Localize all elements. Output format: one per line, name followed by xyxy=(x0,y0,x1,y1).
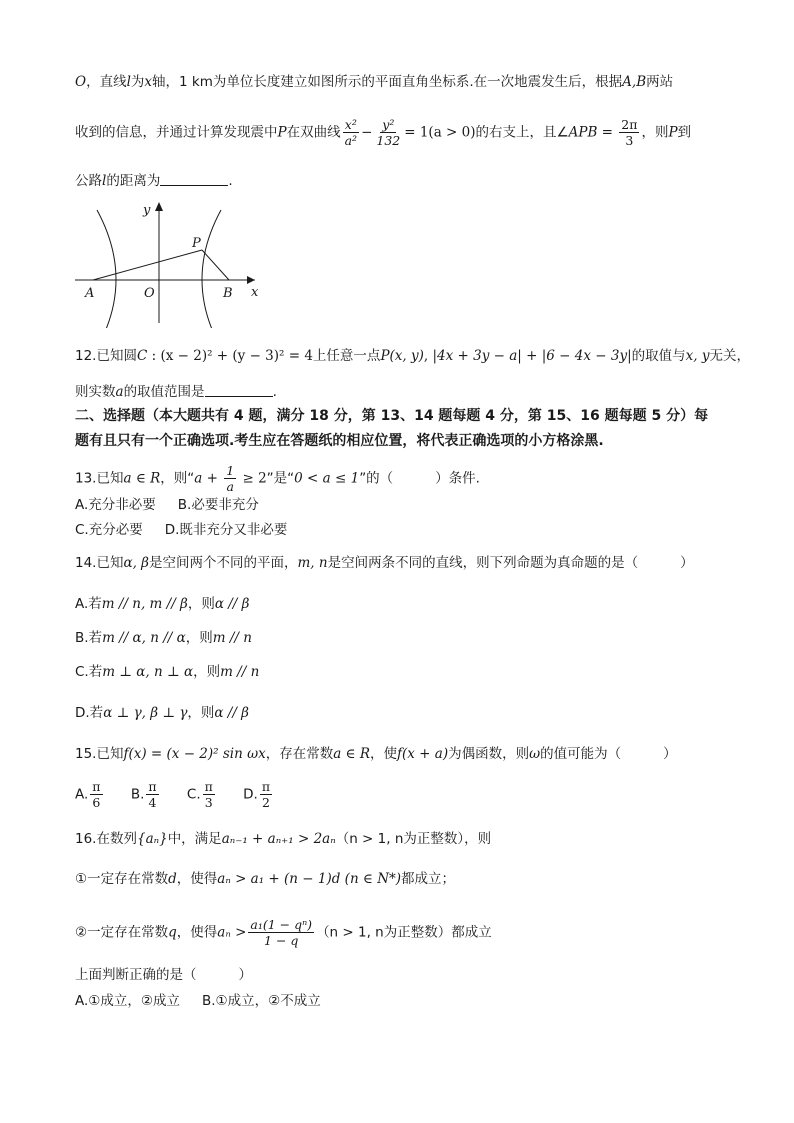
q16-s2-cond: （n > 1, n为正整数） xyxy=(316,924,452,941)
q16-text-a: 在数列 xyxy=(96,831,137,847)
q16-s1-pre: ①一定存在常数 xyxy=(75,871,169,887)
q14-optB-math: m // α, n // α xyxy=(102,630,186,646)
label-A: A xyxy=(85,286,95,301)
q14-optB-res: m // n xyxy=(212,630,252,646)
q15-option-B[interactable] xyxy=(131,780,161,809)
q15-optC-num: π xyxy=(204,779,213,794)
q13-text-d: ”的（ xyxy=(359,470,394,487)
segment-AP xyxy=(93,250,202,280)
angle-frac xyxy=(619,118,639,147)
q11-text-2d: ，则 xyxy=(641,124,669,141)
q15-text-c: ，使 xyxy=(370,746,398,762)
q16-option-A[interactable]: A.①成立，②成立 xyxy=(75,993,180,1009)
section2-heading-2: 题有且只有一个正确选项.考生应在答题纸的相应位置，将代表正确选项的小方格涂黑. xyxy=(75,433,604,449)
q14-optC-mid: ，则 xyxy=(193,664,221,680)
label-O: O xyxy=(144,286,155,301)
q12-text-b: 上任意一点 xyxy=(312,348,381,364)
q13-frac xyxy=(224,464,236,493)
q13-option-B[interactable]: B.必要非充分 xyxy=(177,497,259,513)
q15-optA-frac xyxy=(90,780,102,809)
q14-optC-math: m ⊥ α, n ⊥ α xyxy=(102,664,194,680)
var-AB: A,B xyxy=(622,74,647,90)
q12-point: P(x, y) xyxy=(380,348,424,364)
q14-planes: α, β xyxy=(123,555,149,571)
x-axis-arrow-icon xyxy=(247,276,255,284)
q14-text-b: 是空间两个不同的平面， xyxy=(149,555,298,571)
label-P: P xyxy=(192,236,201,251)
q14-optA-math: m // n, m // β xyxy=(101,596,188,612)
q15-text-d: 为偶函数，则 xyxy=(448,746,530,762)
q14-optD-pre: D.若 xyxy=(75,705,104,721)
q13-options-row-2 xyxy=(75,524,309,538)
q14-lines: m, n xyxy=(297,555,328,571)
q13-option-A[interactable]: A.充分非必要 xyxy=(75,497,156,513)
q16-text-c: ，则 xyxy=(464,831,492,847)
q15-func2: f(x + a) xyxy=(397,746,449,762)
q15-number: 15. xyxy=(75,746,97,762)
q16-judge-text: 上面判断正确的是（ xyxy=(75,967,197,983)
q11-text-1c: 轴，1 km为单位长度建立如图所示的平面直角坐标系.在一次地震发生后，根据 xyxy=(152,74,623,90)
q16-ineq: aₙ₋₁ + aₙ₊₁ > 2aₙ xyxy=(221,831,336,847)
q12-line-1: 12.已知圆C : (x − 2)² + (y − 3)² = 4上任意一点P(x, y), |4x + 3y − a| + |6 − 4x − 3y|的取值与x, y无关， xyxy=(75,348,750,364)
q14-optA-res: α // β xyxy=(214,596,250,612)
q14-optD-mid: ，则 xyxy=(187,705,215,721)
q11-line-1 xyxy=(75,76,673,90)
q15-option-C[interactable] xyxy=(187,780,217,809)
q14-optD-math: α ⊥ γ, β ⊥ γ xyxy=(103,705,188,721)
q14-number: 14. xyxy=(75,555,97,571)
q11-text-1a: ，直线 xyxy=(86,74,127,90)
var-O: O xyxy=(75,74,87,90)
q16-judge-end: ） xyxy=(238,967,252,983)
q16-statement-1 xyxy=(75,873,455,887)
q15-option-A[interactable] xyxy=(75,780,105,809)
q13-expr-a: a + xyxy=(194,470,223,487)
q13-cond2: 0 < a ≤ 1 xyxy=(294,470,360,487)
q13-text-c: ”是“ xyxy=(266,470,295,487)
q16-s1-var: d xyxy=(168,871,177,887)
q13-frac-den: a xyxy=(226,479,234,495)
q15-optD-label: D. xyxy=(243,786,258,803)
hyperbola-y-frac xyxy=(374,118,402,147)
q15-optC-frac xyxy=(203,780,215,809)
hyp-a2: a² xyxy=(344,133,358,149)
answer-blank-12[interactable] xyxy=(205,384,273,397)
q16-judge xyxy=(75,969,252,983)
q15-optC-den: 3 xyxy=(204,795,213,811)
q15-cond: a ∈ R xyxy=(333,746,371,762)
q12-text-c: 的取值与 xyxy=(631,348,686,364)
hyperbola-left-branch xyxy=(97,210,116,328)
q14-text-c: 是空间两条不同的直线，则下列命题为真命题的是（ xyxy=(327,555,639,571)
q11-text-3a: 公路 xyxy=(75,173,102,189)
q16-s2-var: q xyxy=(168,924,177,941)
q14-optB-pre: B.若 xyxy=(75,630,103,646)
answer-blank-11[interactable] xyxy=(160,173,228,186)
angle-num: 2π xyxy=(621,117,638,132)
q15-optB-frac xyxy=(146,780,158,809)
q14-option-C[interactable] xyxy=(75,666,259,680)
q13-cond: a ∈ R xyxy=(123,470,161,487)
q11-text-1d: 两站 xyxy=(646,74,674,90)
q12-line-2 xyxy=(75,384,277,400)
q12-var-a: a xyxy=(115,384,124,400)
q15-optA-label: A. xyxy=(75,786,89,803)
q15-var: ω xyxy=(529,746,541,762)
q16-s1-mid: ，使得 xyxy=(176,871,218,887)
q16-number: 16. xyxy=(75,831,97,847)
hyperbola-x-frac xyxy=(343,118,359,147)
q11-text-2c: 的右支上，且∠ xyxy=(475,124,569,141)
q16-line xyxy=(75,833,491,847)
q15-optB-num: π xyxy=(148,779,157,794)
q13-expr-rhs: ≥ 2 xyxy=(238,470,267,487)
q14-text-d: ） xyxy=(680,555,694,571)
q12-expr: |4x + 3y − a| + |6 − 4x − 3y| xyxy=(432,348,632,364)
q12-circle-eq: : (x − 2)² + (y − 3)² = 4 xyxy=(147,348,313,364)
q14-optC-res: m // n xyxy=(220,664,260,680)
angle-name: APB xyxy=(568,124,598,141)
q15-line xyxy=(75,748,677,762)
q15-optA-num: π xyxy=(92,779,101,794)
q16-statement-2 xyxy=(75,918,492,947)
q15-optB-label: B. xyxy=(130,786,145,803)
q16-s1-post: 都成立； xyxy=(401,871,456,887)
var-l: l xyxy=(126,74,131,90)
q15-text-a: 已知 xyxy=(96,746,124,762)
q11-text-2b: 在双曲线 xyxy=(286,124,341,141)
q14-text-a: 已知 xyxy=(96,555,124,571)
q16-text-b: 中，满足 xyxy=(167,831,222,847)
q14-option-D[interactable] xyxy=(75,707,249,721)
q13-text-b: ，则“ xyxy=(160,470,195,487)
q11-text-3b: 的距离为 xyxy=(106,173,161,189)
q13-option-D[interactable]: D.既非充分又非必要 xyxy=(164,522,288,538)
q15-optC-label: C. xyxy=(186,786,201,803)
q11-line-3: 公路l的距离为 . xyxy=(75,173,233,189)
q15-optA-den: 6 xyxy=(92,795,101,811)
q16-s2-frac xyxy=(248,918,314,947)
q12-circle-name: C xyxy=(136,348,148,364)
q13-number: 13. xyxy=(75,470,97,487)
label-B: B xyxy=(223,286,233,301)
q15-text-e: 的值可能为（ xyxy=(540,746,622,762)
q15-optD-frac xyxy=(260,780,272,809)
hyperbola-rhs: = 1(a > 0) xyxy=(404,124,476,141)
q15-optD-num: π xyxy=(261,779,271,794)
q12-text-f: 的取值范围是 xyxy=(123,384,205,400)
q12-number: 12. xyxy=(75,348,97,364)
q12-text-d: 无关， xyxy=(709,348,750,364)
q14-optC-pre: C.若 xyxy=(75,664,103,680)
q16-option-B[interactable]: B.①成立，②不成立 xyxy=(202,993,321,1009)
q15-text-f: ） xyxy=(663,746,677,762)
q14-optB-mid: ，则 xyxy=(185,630,213,646)
q16-seq: {aₙ} xyxy=(136,831,168,847)
q15-optB-den: 4 xyxy=(148,795,157,811)
q16-s2-post: 都成立 xyxy=(451,924,492,941)
q12-end: . xyxy=(272,384,277,400)
segment-PB xyxy=(202,250,229,280)
q15-text-b: ，存在常数 xyxy=(265,746,334,762)
q16-cond: （n > 1, n为正整数） xyxy=(335,831,465,847)
q13-option-C[interactable]: C.充分必要 xyxy=(75,522,143,538)
q14-option-A[interactable] xyxy=(75,598,249,612)
q13-text-e: ）条件. xyxy=(435,470,480,487)
label-x: x xyxy=(251,285,259,300)
q16-s2-num: a₁(1 − qⁿ) xyxy=(250,917,313,932)
q11-text-2e: 到 xyxy=(677,124,692,141)
q15-option-D[interactable] xyxy=(243,780,274,809)
q12-text-a: 已知圆 xyxy=(96,348,137,364)
var-x: x xyxy=(144,74,153,90)
q16-options-row xyxy=(75,995,343,1009)
section2-heading-1: 二、选择题（本大题共有 4 题，满分 18 分，第 13、14 题每题 4 分，第 15、16 题每题 5 分）每 xyxy=(75,408,709,424)
q14-optA-pre: A.若 xyxy=(75,596,102,612)
q13-options-row-1 xyxy=(75,499,281,513)
q15-func: f(x) = (x − 2)² sin ωx xyxy=(123,746,266,762)
q16-s2-mid: ，使得 xyxy=(176,924,218,941)
q13-frac-num: 1 xyxy=(226,463,235,478)
q15-options-row xyxy=(75,780,296,809)
q16-s2-lhs: aₙ > xyxy=(217,924,247,941)
q16-s2-pre: ②一定存在常数 xyxy=(75,924,169,941)
y-axis-arrow-icon xyxy=(155,202,163,211)
q15-optD-den: 2 xyxy=(261,795,270,811)
var-l-2: l xyxy=(102,173,107,189)
hyperbola-right-branch xyxy=(202,210,221,328)
q11-text-2a: 收到的信息，并通过计算发现震中 xyxy=(75,124,278,141)
q14-option-B[interactable] xyxy=(75,632,252,646)
q13-line xyxy=(75,464,480,493)
hyp-x2: x² xyxy=(344,117,357,132)
hyp-132: 132 xyxy=(376,133,401,149)
q12-text-e: 则实数 xyxy=(75,384,116,400)
q16-s1-math: aₙ > a₁ + (n − 1)d (n ∈ N*) xyxy=(217,871,402,887)
q14-optA-mid: ，则 xyxy=(187,596,215,612)
q13-text-a: 已知 xyxy=(96,470,124,487)
q16-s2-den: 1 − q xyxy=(264,933,299,949)
q14-line xyxy=(75,557,694,571)
var-P-2: P xyxy=(668,124,678,141)
hyperbola-figure xyxy=(75,198,275,328)
q12-vars: x, y xyxy=(685,348,710,364)
q14-optD-res: α // β xyxy=(214,705,249,721)
angle-den: 3 xyxy=(625,133,634,149)
hyp-y2: y² xyxy=(382,117,395,132)
q11-text-1b: 为 xyxy=(130,74,145,90)
q11-line-2: 收到的信息，并通过计算发现震中P在双曲线 $\frac{\text{x²}}{\text{a²}}$ − $\frac{\text{y²}}{132}$ = 1(a > 0)的右支上，且∠APB = $\frac{2\pi}{3}$ ，则P到 xyxy=(75,117,692,149)
var-P: P xyxy=(277,124,287,141)
label-y: y xyxy=(143,203,151,218)
